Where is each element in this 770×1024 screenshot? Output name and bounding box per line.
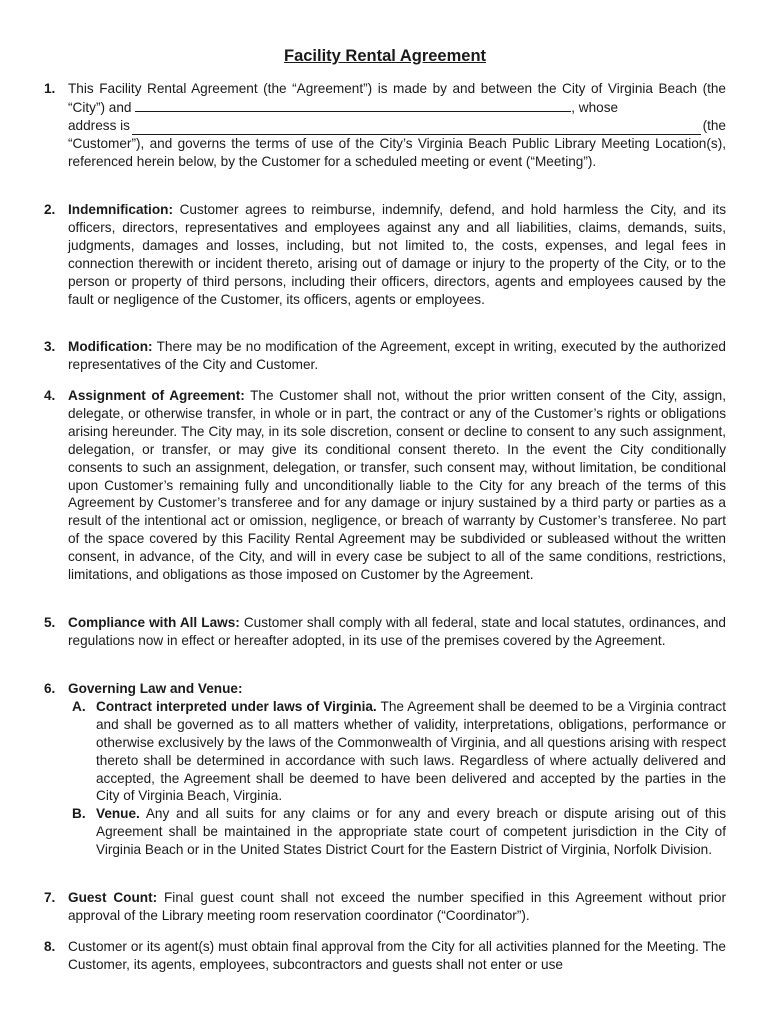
section-7-guest-count	[44, 889, 726, 925]
customer-address-blank[interactable]	[132, 121, 701, 135]
section-body: There may be no modification of the Agreement, except in writing, executed by the authorized representatives of the City and Customer.	[68, 339, 726, 372]
section-number: 8.	[44, 939, 56, 954]
section-number: 6.	[44, 681, 56, 696]
section-5-compliance	[44, 614, 726, 650]
section-heading: Compliance with All Laws:	[68, 615, 240, 630]
section-2-indemnification	[44, 201, 726, 308]
section-number: 3.	[44, 339, 56, 354]
address-line: address is (the	[68, 117, 726, 133]
section-body: Final guest count shall not exceed the number specified in this Agreement without prior approval of the Library meeting room reservation coordinator (“Coordinator”).	[68, 890, 726, 923]
section-1-body: “Customer”), and governs the terms of use of the City’s Virginia Beach Public Library Meeting Location(s), referenced herein below, by the Customer for a scheduled meeting or event (“Meeting”).	[68, 135, 726, 169]
subsection-letter: A.	[72, 698, 86, 714]
section-4-assignment	[44, 387, 727, 584]
customer-name-blank[interactable]	[135, 98, 571, 112]
section-1-intro: This Facility Rental Agreement (the “Agreement”) is made by and between the City of Virginia Beach (the “City”) and , whose	[68, 81, 726, 115]
section-heading: Assignment of Agreement:	[68, 388, 245, 403]
subsection-body: Any and all suits for any claims or for any and every breach or dispute arising out of this Agreement shall be maintained in the appropriate state court of competent jurisdiction in the City of Virginia Beach or in the United States District Court for the Eastern District of Virginia, Norfolk Division.	[96, 806, 726, 858]
section-3-modification	[44, 338, 726, 374]
section-heading: Indemnification:	[68, 202, 173, 217]
section-heading: Guest Count:	[68, 890, 158, 905]
subsection-heading: Contract interpreted under laws of Virginia.	[96, 698, 377, 714]
section-number: 5.	[44, 615, 56, 630]
section-heading: Modification:	[68, 339, 153, 354]
section-body: Customer shall comply with all federal, state and local statutes, ordinances, and regulations now in effect or hereafter adopted, in its use of the premises covered by the Agreement.	[68, 615, 726, 648]
subsection-b	[68, 805, 726, 859]
subsection-body: The Agreement shall be deemed to be a Virginia contract and shall be governed as to all matters whether of validity, interpretations, obligations, performance or otherwise exclusively by the laws of the Commonwealth of Virginia, and all questions arising with respect thereto shall be determined in accordance with such laws. Regardless of where actually delivered and accepted, the Agreement shall be deemed to have been delivered and accepted by the parties in the City of Virginia Beach, Virginia.	[96, 698, 726, 804]
section-body: Customer agrees to reimburse, indemnify, defend, and hold harmless the City, and its officers, directors, representatives and employees against any and all liabilities, claims, demands, suits, judgments, damages and losses, including, but not limited to, the costs, expenses, and legal fees in connection therewith or incident thereto, arising out of damage or injury to the property of the City, or to the person or property of third persons, including their officers, directors, agents and employees caused by the fault or negligence of the Customer, its officers, agents or employees.	[68, 202, 726, 307]
section-1	[44, 80, 726, 171]
section-heading: Governing Law and Venue:	[68, 681, 243, 696]
subsection-letter: B.	[72, 806, 86, 822]
subsection-a	[68, 698, 726, 805]
document-title: Facility Rental Agreement	[283, 47, 487, 65]
section-8-approval	[44, 938, 726, 974]
section-number: 4.	[44, 388, 56, 403]
section-6-governing-law	[44, 680, 726, 859]
section-number: 7.	[44, 890, 56, 905]
section-body: Customer or its agent(s) must obtain final approval from the City for all activities planned for the Meeting. The Customer, its agents, employees, subcontractors and guests shall not enter or use	[68, 939, 726, 972]
section-body: The Customer shall not, without the prior written consent of the City, assign, delegate, or otherwise transfer, in whole or in part, the contract or any of the Customer’s rights or obligations arising hereunder. The City may, in its sole discretion, consent or decline to consent to any such assignment, delegation, or transfer, or may give its conditional consent thereto. In the event the City conditionally consents to such an assignment, delegation, or transfer, such consent may, without limitation, be conditional upon Customer’s remaining fully and unconditionally liable to the City for any breach of the terms of this Agreement by Customer’s transferee and for any damage or injury sustained by a third party or parties as a result of the intentional act or omission, negligence, or breach of warranty by Customer’s transferee. No part of the space covered by this Facility Rental Agreement may be subdivided or subleased without the written consent, in advance, of the City, and will in every case be subject to all of the same conditions, restrictions, limitations, and obligations as those imposed on Customer by the Agreement.	[68, 388, 727, 583]
section-number: 2.	[44, 202, 56, 217]
subsection-heading: Venue.	[96, 806, 140, 822]
section-number: 1.	[44, 81, 56, 96]
